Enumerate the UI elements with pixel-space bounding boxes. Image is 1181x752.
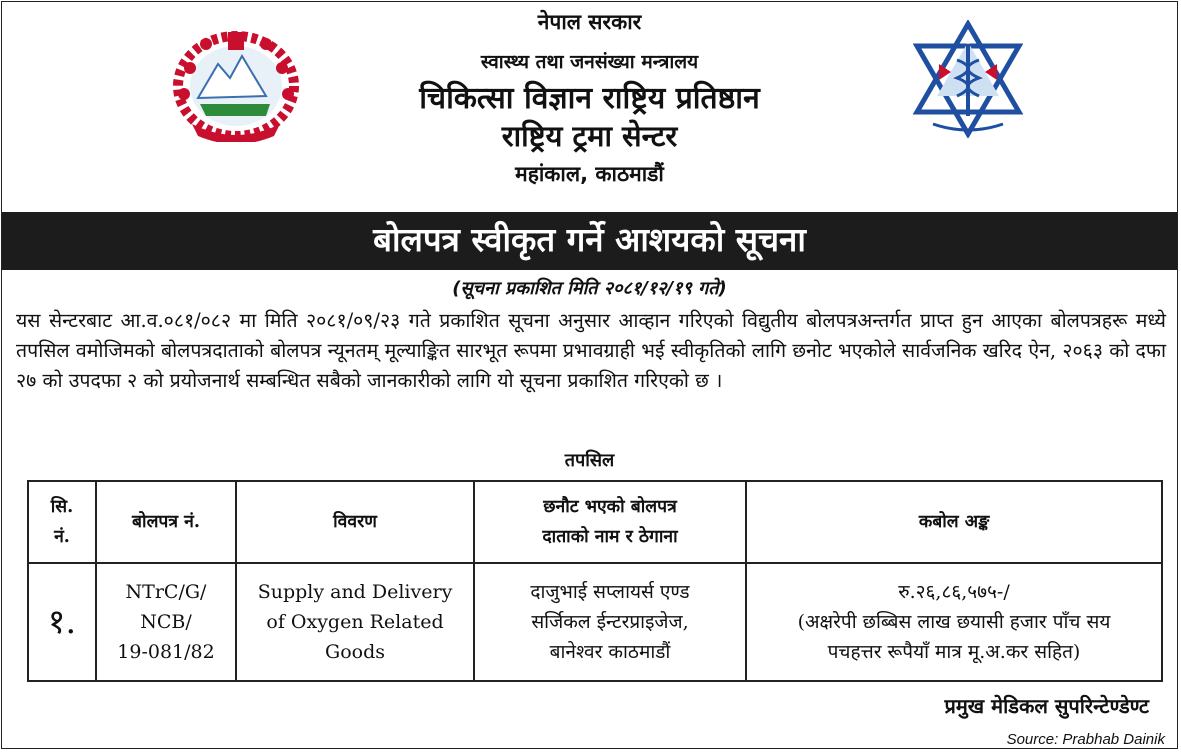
schedule-table — [27, 480, 1163, 682]
cell-serial: १. — [28, 563, 96, 681]
academy-line: चिकित्सा विज्ञान राष्ट्रिय प्रतिष्ठान — [419, 81, 760, 116]
signature: प्रमुख मेडिकल सुपरिन्टेण्डेण्ट — [944, 694, 1149, 718]
source-credit: Source: Prabhab Dainik — [1006, 731, 1165, 748]
table-row — [28, 563, 1162, 681]
cell-description: Supply and Delivery of Oxygen Related Goods — [236, 563, 474, 681]
header-amount: कबोल अङ्क — [746, 481, 1162, 563]
header-bidder: छनौट भएको बोलपत्र दाताको नाम र ठेगाना — [474, 481, 746, 563]
notice-page — [1, 1, 1178, 749]
notice-header — [2, 2, 1177, 212]
address-line: महांकाल, काठमाडौं — [515, 162, 664, 186]
center-line: राष्ट्रिय ट्रमा सेन्टर — [501, 119, 678, 153]
cell-amount: रु.२६,८६,५७५-/ (अक्षरेपी छब्बिस लाख छयासी हजार पाँच सय पचहत्तर रूपैयाँ मात्र मू.अ.कर सहित) — [746, 563, 1162, 681]
cell-bid-number: NTrC/G/ NCB/ 19-081/82 — [96, 563, 236, 681]
header-bid-number: बोलपत्र नं. — [96, 481, 236, 563]
ministry-line: स्वास्थ्य तथा जनसंख्या मन्त्रालय — [480, 51, 699, 73]
government-line: नेपाल सरकार — [537, 10, 642, 34]
notice-body: यस सेन्टरबाट आ.व.०८१/०८२ मा मिति २०८१/०९/२३ गते प्रकाशित सूचना अनुसार आव्हान गरिएको विद्युतीय बोलपत्रअन्तर्गत प्राप्त हुन आएका बोलपत्रहरू मध्ये तपसिल वमोजिमको बोलपत्रदाताको बोलपत्र न्यूनतम् मूल्याङ्कित सारभूत रूपमा प्रभावग्राही भई स्वीकृतिको लागि छनोट भएकोले सार्वजनिक खरिद ऐन, २०६३ को दफा २७ को उपदफा २ को प्रयोजनार्थ सम्बन्धित सबैको जानकारीको लागि यो सूचना प्रकाशित गरिएको छ । — [16, 309, 1166, 392]
header-description: विवरण — [236, 481, 474, 563]
notice-title: बोलपत्र स्वीकृत गर्ने आशयको सूचना — [2, 212, 1177, 270]
cell-bidder: दाजुभाई सप्लायर्स एण्ड सर्जिकल ईन्टरप्राइजेज, बानेश्वर काठमाडौं — [474, 563, 746, 681]
header-serial: सि. नं. — [28, 481, 96, 563]
academy-logo-icon — [907, 20, 1029, 138]
publish-date: (सूचना प्रकाशित मिति २०८१/१२/१९ गते) — [452, 278, 727, 299]
table-header-row — [28, 481, 1162, 563]
schedule-label: तपसिल — [564, 450, 615, 471]
